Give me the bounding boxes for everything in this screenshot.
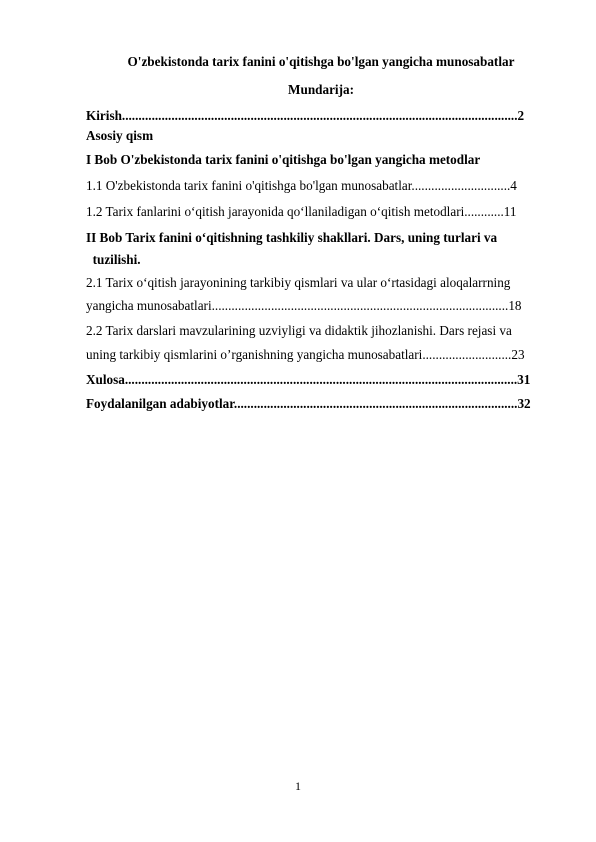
toc-entry-foydalanilgan-adabiyotlar: Foydalanilgan adabiyotlar......................................................................................32 [86,396,531,411]
toc-entry-2-1-line1: 2.1 Tarix o‘qitish jarayonining tarkibiy qismlari va ular o‘rtasidagi aloqalarrning [86,275,511,290]
toc-entry-2-2-line1: 2.2 Tarix darslari mavzularining uzviyligi va didaktik jihozlanishi. Dars rejasi va [86,323,512,338]
toc-chapter-2-line1: II Bob Tarix fanini o‘qitishning tashkiliy shakllari. Dars, uning turlari va [86,230,498,245]
toc-section-asosiy-qism: Asosiy qism [86,128,154,143]
toc-chapter-1: I Bob O'zbekistonda tarix fanini o'qitishga bo'lgan yangicha metodlar [86,152,481,167]
toc-entry-kirish: Kirish........................................................................................................................2 [86,108,525,123]
toc-heading: Mundarija: [288,82,354,97]
toc-entry-2-1-line2: yangicha munosabatlari..........................................................................................18 [86,298,522,313]
toc-chapter-2-line2: tuzilishi. [86,252,141,267]
toc-entry-1-1: 1.1 O'zbekistonda tarix fanini o'qitishga bo'lgan munosabatlar..............................4 [86,178,517,193]
toc-entry-1-2: 1.2 Tarix fanlarini o‘qitish jarayonida qo‘llaniladigan o‘qitish metodlari............11 [86,204,517,219]
toc-entry-xulosa: Xulosa.......................................................................................................................31 [86,372,531,387]
document-title: O'zbekistonda tarix fanini o'qitishga bo'lgan yangicha munosabatlar [127,54,515,69]
page-number: 1 [295,779,301,793]
toc-entry-2-2-line2: uning tarkibiy qismlarini o’rganishning yangicha munosabatlari...........................23 [86,347,525,362]
